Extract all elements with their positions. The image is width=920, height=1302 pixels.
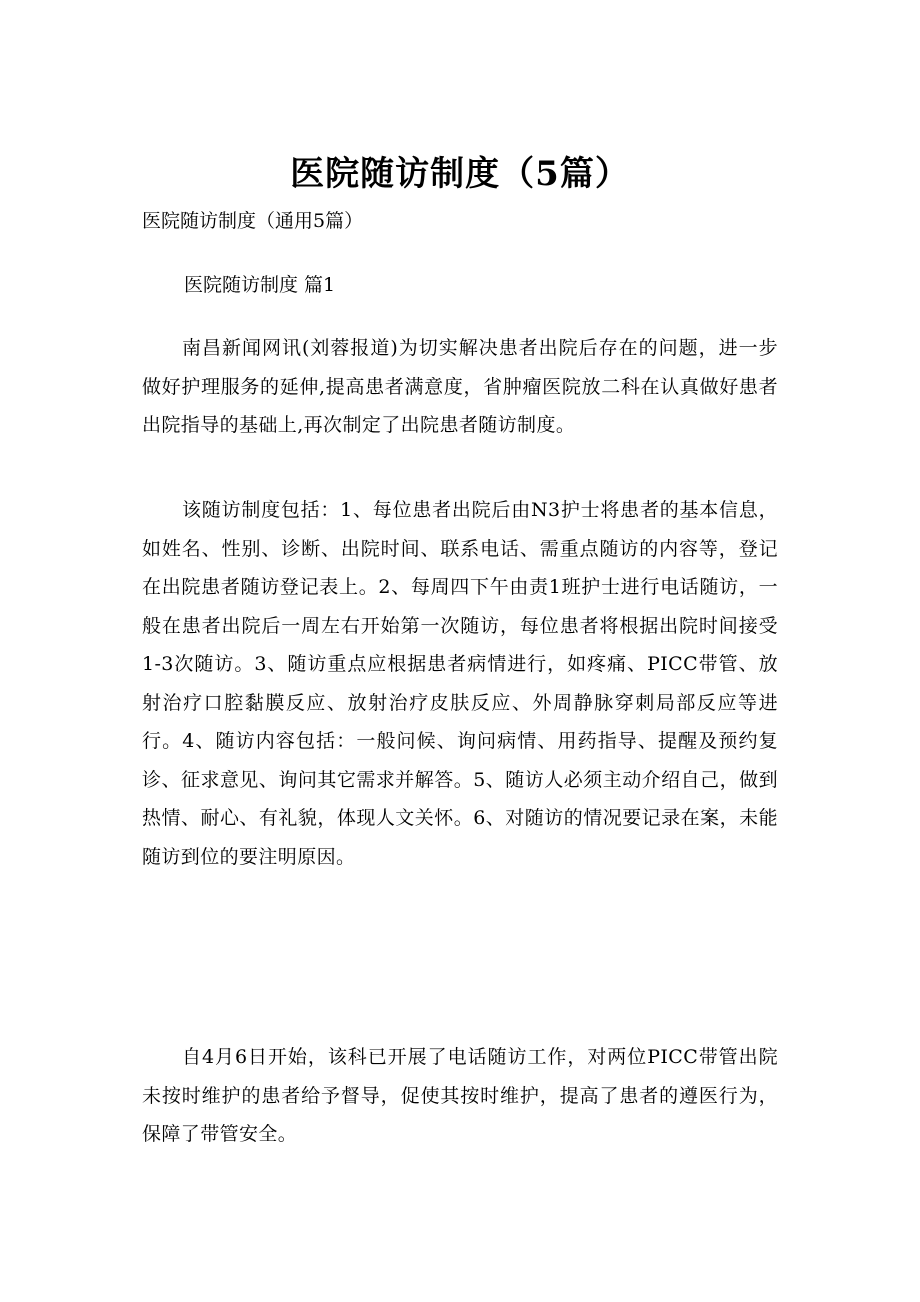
section-heading: 医院随访制度 篇1 (184, 274, 336, 296)
paragraph-system-contents: 该随访制度包括：1、每位患者出院后由N3护士将患者的基本信息，如姓名、性别、诊断、出院时间、联系电话、需重点随访的内容等，登记在出院患者随访登记表上。2、每周四下午由责1班护士进行电话随访，一般在患者出院后一周左右开始第一次随访，每位患者将根据出院时间接受1-3次随访。3、随访重点应根据患者病情进行，如疼痛、PICC带管、放射治疗口腔黏膜反应、放射治疗皮肤反应、外周静脉穿刺局部反应等进行。4、随访内容包括：一般问候、询问病情、用药指导、提醒及预约复诊、征求意见、询问其它需求并解答。5、随访人必须主动介绍自己，做到热情、耐心、有礼貌，体现人文关怀。6、对随访的情况要记录在案，未能随访到位的要注明原因。 (142, 499, 778, 868)
paragraph-news-intro: 南昌新闻网讯(刘蓉报道)为切实解决患者出院后存在的问题，进一步做好护理服务的延伸,提高患者满意度，省肿瘤医院放二科在认真做好患者出院指导的基础上,再次制定了出院患者随访制度。 (142, 337, 778, 436)
document-title: 医院随访制度（5篇） (290, 154, 630, 194)
paragraph-results: 自4月6日开始，该科已开展了电话随访工作，对两位PICC带管出院未按时维护的患者给予督导，促使其按时维护，提高了患者的遵医行为，保障了带管安全。 (142, 1046, 778, 1145)
document-subtitle: 医院随访制度（通用5篇） (142, 210, 364, 232)
